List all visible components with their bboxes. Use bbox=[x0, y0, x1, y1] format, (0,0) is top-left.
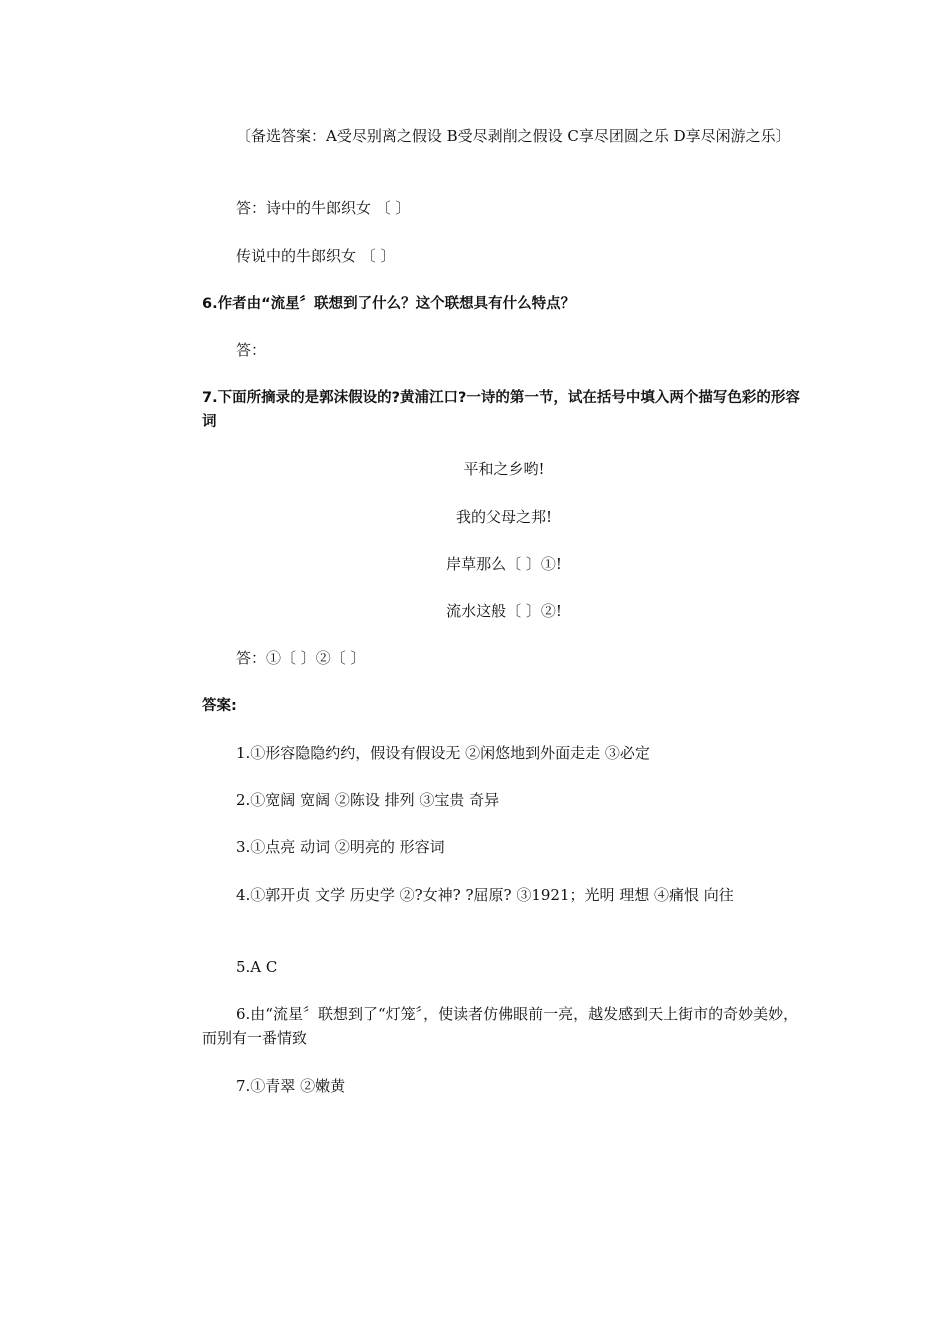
question-7-answer: 答：①〔 〕②〔 〕 bbox=[236, 649, 366, 667]
answer-5: 5.A C bbox=[236, 958, 278, 976]
question-6-answer: 答： bbox=[236, 341, 267, 359]
question-7: 7.下面所摘录的是郭沫假设的?黄浦江口?一诗的第一节，试在括号中填入两个描写色彩的形容词 bbox=[202, 390, 800, 430]
answer-6: 6.由“流星〞联想到了“灯笼〞，使读者仿佛眼前一亮，越发感到天上街市的奇妙美妙，而别有一番情致 bbox=[202, 1005, 799, 1047]
answer-2: 2.①宽阔 宽阔 ②陈设 排列 ③宝贵 奇异 bbox=[236, 791, 500, 809]
poem-line-3: 岸草那么〔 〕①! bbox=[446, 555, 562, 573]
answer-legend-couple: 传说中的牛郎织女 〔 〕 bbox=[236, 247, 396, 265]
answer-4: 4.①郭开贞 文学 历史学 ②?女神? ?屈原? ③1921；光明 理想 ④痛恨 向往 bbox=[236, 886, 734, 904]
answer-7: 7.①青翠 ②嫩黄 bbox=[236, 1077, 346, 1095]
answer-3: 3.①点亮 动词 ②明亮的 形容词 bbox=[236, 838, 445, 856]
poem-line-1: 平和之乡哟! bbox=[463, 460, 545, 478]
poem-line-4: 流水这般〔 〕②! bbox=[446, 602, 562, 620]
answer-options: 〔备选答案：A受尽别离之假设 B受尽剥削之假设 C享尽团圆之乐 D享尽闲游之乐〕 bbox=[236, 127, 791, 145]
answer-poem-couple: 答：诗中的牛郎织女 〔 〕 bbox=[236, 199, 411, 217]
answer-1: 1.①形容隐隐约约，假设有假设无 ②闲悠地到外面走走 ③必定 bbox=[236, 744, 650, 762]
answers-heading: 答案: bbox=[202, 698, 237, 714]
question-6: 6.作者由“流星〞联想到了什么？这个联想具有什么特点？ bbox=[202, 296, 576, 312]
poem-line-2: 我的父母之邦! bbox=[455, 508, 553, 526]
